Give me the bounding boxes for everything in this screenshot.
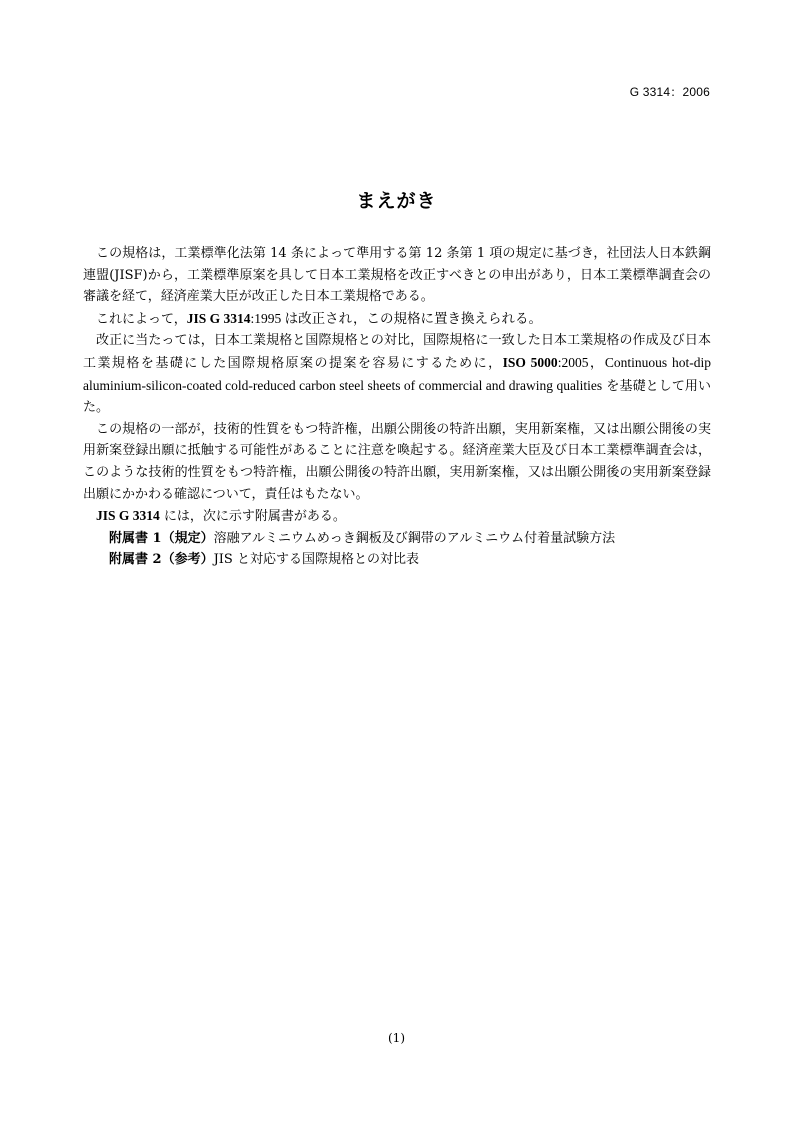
iso-code: ISO 5000 xyxy=(502,354,558,370)
foreword-body xyxy=(83,243,711,571)
annex-label: 附属書 2（参考） xyxy=(109,552,214,568)
text: には，次に示す附属書がある。 xyxy=(159,509,346,525)
standard-code: JIS G 3314 xyxy=(96,508,160,524)
text: これによって， xyxy=(96,311,187,327)
paragraph-iso-basis xyxy=(83,330,711,418)
text: :1995 は改正され，この規格に置き換えられる。 xyxy=(250,310,542,326)
page-number: (1) xyxy=(388,1031,405,1045)
standard-code: JIS G 3314 xyxy=(186,310,251,326)
text: :2005， xyxy=(557,354,605,370)
paragraph-replacement xyxy=(83,308,711,331)
text: 改正に当たっては，日本工業規格と国際規格との対比，国際規格に一致した日本工業規格の作成及び日本工業規格を基礎にした国際規格原案の提案を容易にするために， xyxy=(83,333,711,371)
document-number: G 3314：2006 xyxy=(629,85,710,99)
annex-title: JIS と対応する国際規格との対比表 xyxy=(213,552,419,568)
annex-item-1 xyxy=(83,528,711,550)
annex-item-2 xyxy=(83,549,711,571)
annex-title: 溶融アルミニウムめっき鋼板及び鋼帯のアルミニウム付着量試験方法 xyxy=(213,530,616,546)
paragraph-enactment: この規格は，工業標準化法第 14 条によって準用する第 12 条第 1 項の規定に基づき，社団法人日本鉄鋼連盟(JISF)から，工業標準原案を具して日本工業規格を改正すべきとの申出があり，日本工業標準調査会の審議を経て，経済産業大臣が改正した日本工業規格である。 xyxy=(83,246,711,305)
paragraph-annex-intro xyxy=(83,505,711,528)
annex-label: 附属書 1（規定） xyxy=(109,530,214,546)
iso-title: Continuous hot-dip aluminium-silicon-coated cold-reduced carbon steel sheets of commercial and drawing qualities xyxy=(83,354,711,393)
page-title: まえがき xyxy=(356,190,437,212)
paragraph-patent-notice: この規格の一部が，技術的性質をもつ特許権，出願公開後の特許出願，実用新案権，又は出願公開後の実用新案登録出願に抵触する可能性があることに注意を喚起する。経済産業大臣及び日本工業標準調査会は，このような技術的性質をもつ特許権，出願公開後の特許出願，実用新案権，又は出願公開後の実用新案登録出願にかかわる確認について，責任はもたない。 xyxy=(83,421,711,502)
text: を基礎として用いた。 xyxy=(83,378,711,416)
